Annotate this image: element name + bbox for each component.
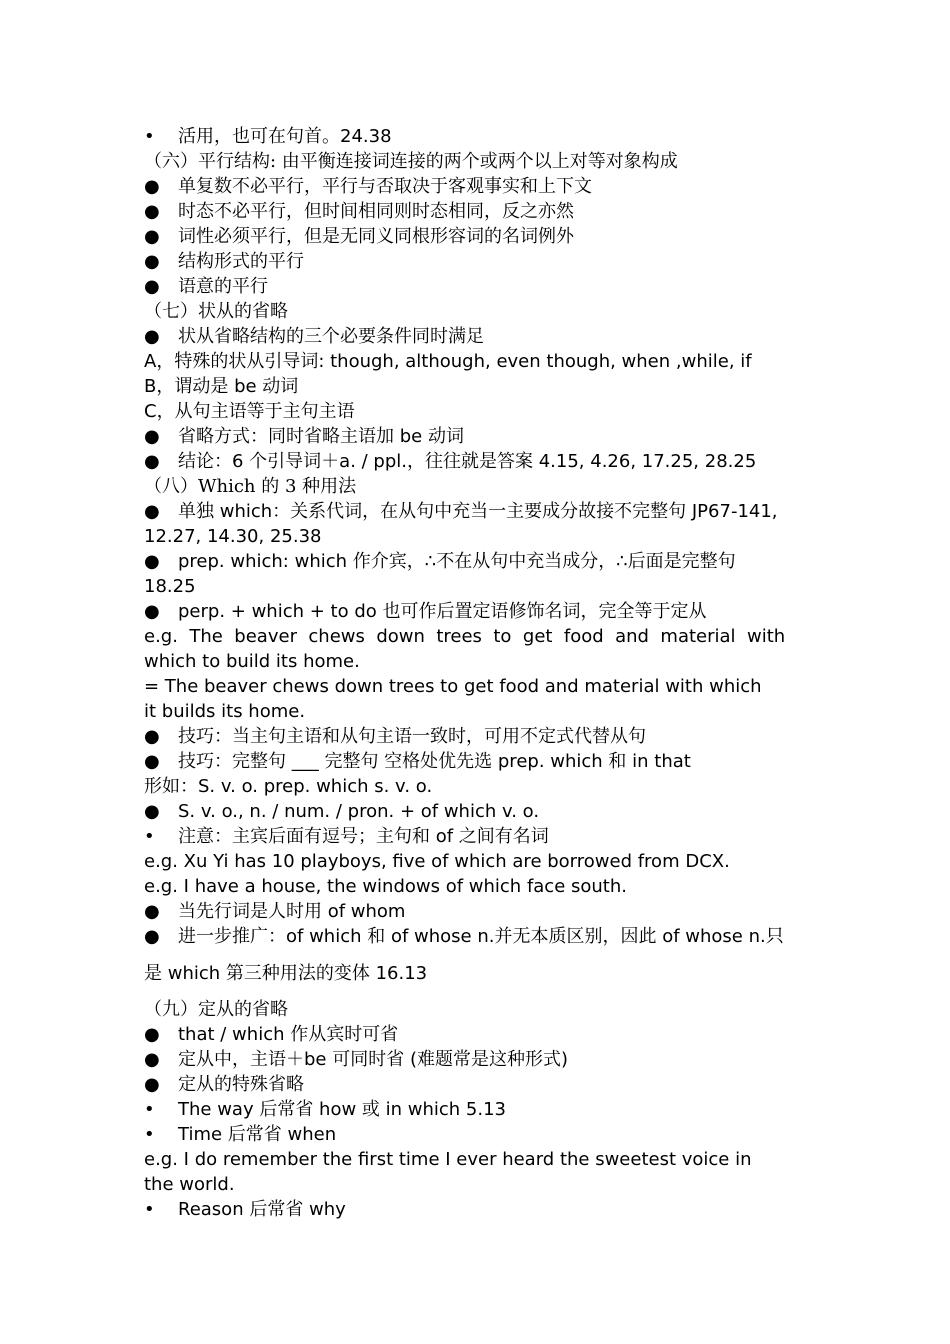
list-item: ● 单独 which：关系代词，在从句中充当一主要成分故接不完整句 JP67-141, [144, 501, 778, 522]
text-line: 18.25 [144, 576, 196, 597]
list-item: • Reason 后常省 why [144, 1199, 346, 1220]
text-line: = The beaver chews down trees to get food and material with which [144, 676, 762, 697]
list-item: ● 时态不必平行，但时间相同则时态相同，反之亦然 [144, 201, 574, 222]
text-line: 12.27, 14.30, 25.38 [144, 526, 322, 547]
text-line: B，谓动是 be 动词 [144, 376, 299, 397]
text-line: e.g. Xu Yi has 10 playboys, five of which are borrowed from DCX. [144, 851, 730, 872]
list-item: ● 进一步推广：of which 和 of whose n.并无本质区别，因此 of whose n.只 [144, 926, 784, 947]
list-item: ● 语意的平行 [144, 276, 268, 297]
list-item: ● 定从的特殊省略 [144, 1074, 304, 1095]
list-item: ● 省略方式：同时省略主语加 be 动词 [144, 426, 464, 447]
text-line: it builds its home. [144, 701, 306, 722]
list-item: ● perp. + which + to do 也可作后置定语修饰名词，完全等于定从 [144, 601, 707, 622]
list-item: ● 状从省略结构的三个必要条件同时满足 [144, 326, 484, 347]
text-line: 是 which 第三种用法的变体 16.13 [144, 963, 428, 984]
list-item: ● 词性必须平行，但是无同义同根形容词的名词例外 [144, 226, 574, 247]
list-item: ● S. v. o., n. / num. / pron. + of which v. o. [144, 801, 540, 822]
section-heading: （八）Which 的 3 种用法 [144, 476, 357, 497]
list-item: ● that / which 作从宾时可省 [144, 1024, 399, 1045]
list-item: ● 结论：6 个引导词＋a. / ppl.，往往就是答案 4.15, 4.26, 17.25, 28.25 [144, 451, 757, 472]
list-item: ● 结构形式的平行 [144, 251, 304, 272]
section-heading: （六）平行结构: 由平衡连接词连接的两个或两个以上对等对象构成 [144, 151, 678, 172]
text-line: 形如：S. v. o. prep. which s. v. o. [144, 776, 433, 797]
text-line: which to build its home. [144, 651, 360, 672]
list-item: • The way 后常省 how 或 in which 5.13 [144, 1099, 506, 1120]
text-line: A，特殊的状从引导词: though, although, even though, when ,while, if [144, 351, 752, 372]
text-line: the world. [144, 1174, 235, 1195]
list-item: ● 单复数不必平行，平行与否取决于客观事实和上下文 [144, 176, 592, 197]
list-item: • Time 后常省 when [144, 1124, 337, 1145]
text-line: e.g. I have a house, the windows of which face south. [144, 876, 627, 897]
list-item: • 活用，也可在句首。24.38 [144, 126, 392, 147]
text-line: C，从句主语等于主句主语 [144, 401, 355, 422]
list-item: • 注意：主宾后面有逗号；主句和 of 之间有名词 [144, 826, 549, 847]
list-item: ● 技巧：完整句 ___ 完整句 空格处优先选 prep. which 和 in that [144, 751, 691, 772]
list-item: ● 定从中，主语＋be 可同时省 (难题常是这种形式) [144, 1049, 568, 1070]
list-item: ● 技巧：当主句主语和从句主语一致时，可用不定式代替从句 [144, 726, 646, 747]
text-line: e.g. I do remember the first time I ever heard the sweetest voice in [144, 1149, 752, 1170]
section-heading: （七）状从的省略 [144, 301, 288, 322]
list-item: ● prep. which: which 作介宾，∴不在从句中充当成分，∴后面是完整句 [144, 551, 736, 572]
text-line: e.g. The beaver chews down trees to get food and material with [144, 626, 786, 647]
list-item: ● 当先行词是人时用 of whom [144, 901, 406, 922]
section-heading: （九）定从的省略 [144, 999, 288, 1020]
